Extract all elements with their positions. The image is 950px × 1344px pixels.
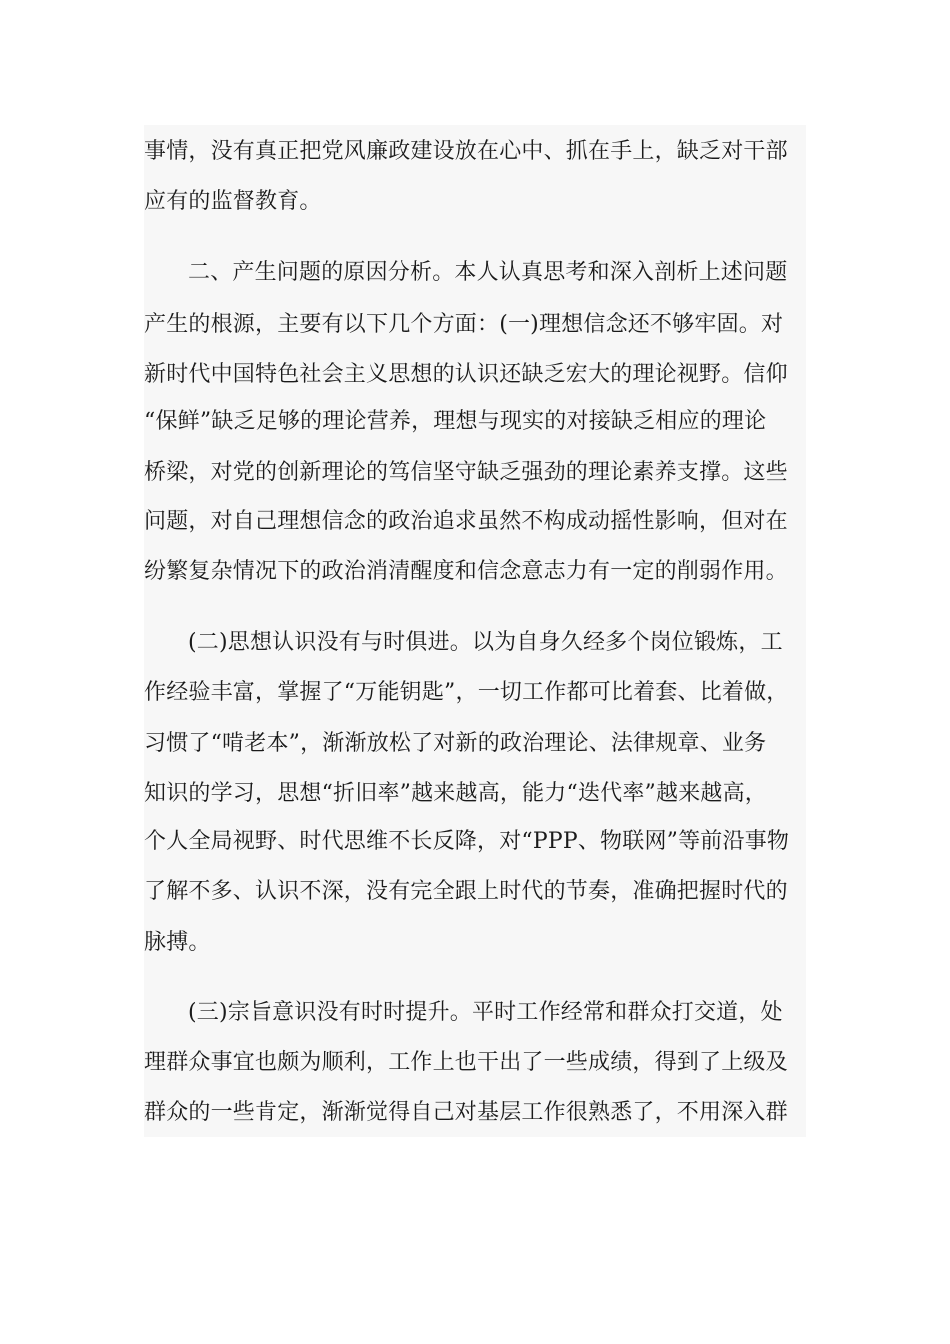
paragraph-line: 习惯了“啃老本”，渐渐放松了对新的政治理论、法律规章、业务 — [144, 731, 767, 756]
paragraph-line: (三)宗旨意识没有时时提升。平时工作经常和群众打交道，处 — [188, 1000, 783, 1025]
paragraph-line: 作经验丰富，掌握了“万能钥匙”，一切工作都可比着套、比着做， — [144, 680, 789, 705]
paragraph-line: 个人全局视野、时代思维不长反降，对“PPP、物联网”等前沿事物 — [144, 829, 790, 854]
document-body — [144, 125, 806, 1137]
paragraph-line: 脉搏。 — [144, 930, 211, 955]
paragraph-line: 知识的学习，思想“折旧率”越来越高，能力“迭代率”越来越高， — [144, 781, 767, 806]
paragraph-line: 理群众事宜也颇为顺利，工作上也干出了一些成绩，得到了上级及 — [144, 1050, 788, 1075]
paragraph-line: 产生的根源，主要有以下几个方面：(一)理想信念还不够牢固。对 — [144, 312, 784, 337]
paragraph-line: 桥梁，对党的创新理论的笃信坚守缺乏强劲的理论素养支撑。这些 — [144, 460, 788, 485]
paragraph-line: 新时代中国特色社会主义思想的认识还缺乏宏大的理论视野。信仰 — [144, 362, 788, 387]
paragraph-line: 群众的一些肯定，渐渐觉得自己对基层工作很熟悉了，不用深入群 — [144, 1100, 788, 1125]
paragraph-line: 了解不多、认识不深，没有完全跟上时代的节奏，准确把握时代的 — [144, 879, 788, 904]
paragraph-line: (二)思想认识没有与时俱进。以为自身久经多个岗位锻炼，工 — [188, 630, 783, 655]
paragraph-line: 二、产生问题的原因分析。本人认真思考和深入剖析上述问题 — [188, 260, 788, 285]
paragraph-line: 问题，对自己理想信念的政治追求虽然不构成动摇性影响，但对在 — [144, 509, 788, 534]
paragraph-line: 应有的监督教育。 — [144, 189, 322, 214]
paragraph-line: “保鲜”缺乏足够的理论营养，理想与现实的对接缺乏相应的理论 — [144, 409, 767, 434]
paragraph-line: 事情，没有真正把党风廉政建设放在心中、抓在手上，缺乏对干部 — [144, 139, 788, 164]
paragraph-line: 纷繁复杂情况下的政治消清醒度和信念意志力有一定的削弱作用。 — [144, 559, 788, 584]
